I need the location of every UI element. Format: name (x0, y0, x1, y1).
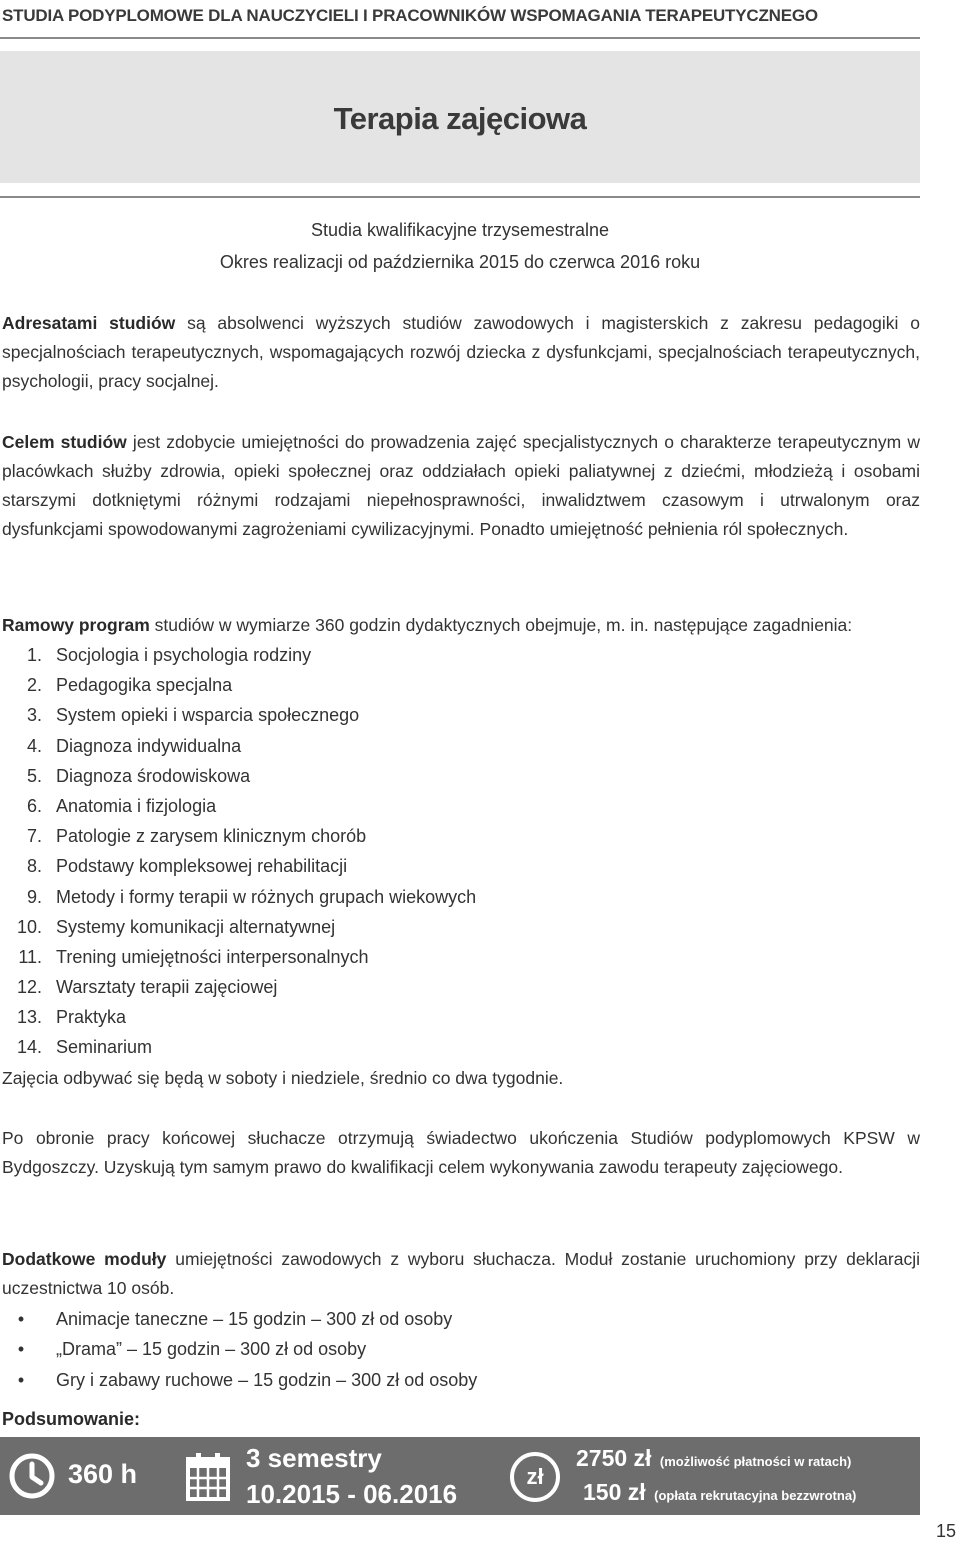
period-value: 10.2015 - 06.2016 (246, 1479, 458, 1509)
goal-text: jest zdobycie umiejętności do prowadzenia zajęć specjalistycznych o charakterze terapeutycznym w placówkach służby zdrowia, opieki społecznej oraz oddziałach opieki paliatywnej z dziećmi, młodzieżą i osobami starszymi dotkniętymi różnymi rodzajami niepełnosprawności, inwalidztwem czasowym i utrwalonym oraz dysfunkcjami spowodowanymi zagrożeniami cywilizacyjnymi. Ponadto umiejętność pełnienia ról społecznych. (2, 432, 920, 539)
price-value: 2750 zł (576, 1445, 652, 1471)
addressees-paragraph (2, 309, 920, 396)
list-item (0, 1304, 700, 1334)
list-item-label: Praktyka (56, 1007, 127, 1028)
goal-lead: Celem studiów (2, 432, 127, 452)
list-item-label: Trening umiejętności interpersonalnych (56, 946, 369, 967)
list-item-number: 2. (26, 675, 42, 696)
list-item (0, 942, 600, 972)
list-item-label: Animacje taneczne – 15 godzin – 300 zł od osoby (56, 1309, 453, 1329)
modules-text: umiejętności zawodowych z wyboru słuchacza. Moduł zostanie uruchomiony przy deklaracji uczestnictwa 10 osób. (2, 1249, 921, 1298)
list-item-number: 13. (16, 1007, 42, 1028)
list-item-label: System opieki i wsparcia społecznego (56, 705, 360, 726)
program-list (0, 640, 600, 1063)
list-item-label: Podstawy kompleksowej rehabilitacji (56, 856, 348, 877)
list-item-label: Diagnoza indywidualna (56, 735, 242, 756)
summary-bar (0, 1437, 920, 1515)
list-item-label: Systemy komunikacji alternatywnej (56, 916, 336, 937)
certificate-paragraph: Po obronie pracy końcowej słuchacze otrzymują świadectwo ukończenia Studiów podyplomowych KPSW w Bydgoszczy. Uzyskują tym samym prawo do kwalifikacji celem wykonywania zawodu terapeuty zajęciowego. (2, 1128, 920, 1177)
schedule-text: Zajęcia odbywać się będą w soboty i niedziele, średnio co dwa tygodnie. (2, 1068, 564, 1088)
program-lead: Ramowy program (2, 615, 150, 635)
fee-note: (opłata rekrutacyjna bezzwrotna) (654, 1488, 857, 1503)
calendar-icon (185, 1451, 231, 1503)
list-item (0, 1334, 700, 1364)
list-item (0, 821, 600, 851)
list-item-label: Socjologia i psychologia rodziny (56, 645, 312, 665)
summary-label: Podsumowanie: (2, 1409, 141, 1429)
list-item-label: Gry i zabawy ruchowe – 15 godzin – 300 zł od osoby (56, 1369, 478, 1390)
list-item-number: 12. (16, 977, 42, 998)
fee-row (583, 1479, 856, 1506)
list-item (0, 670, 600, 700)
list-item (0, 1365, 700, 1395)
list-item-number: 10. (16, 916, 42, 937)
modules-lead: Dodatkowe moduły (2, 1249, 167, 1269)
price-note: (możliwość płatności w ratach) (659, 1454, 852, 1469)
hours-value: 360 h (68, 1459, 138, 1489)
page-number: 15 (935, 1521, 956, 1541)
header-divider (0, 37, 920, 39)
list-item-number: 3. (26, 705, 42, 726)
modules-list (0, 1304, 700, 1395)
header-title: STUDIA PODYPLOMOWE DLA NAUCZYCIELI I PRACOWNIKÓW WSPOMAGANIA TERAPEUTYCZNEGO (2, 6, 818, 25)
list-item (0, 851, 600, 881)
page-title: Terapia zajęciowa (333, 101, 587, 136)
title-divider (0, 196, 920, 198)
list-item (0, 972, 600, 1002)
program-text: studiów w wymiarze 360 godzin dydaktycznych obejmuje, m. in. następujące zagadnienia: (149, 615, 853, 635)
list-item-label: Metody i formy terapii w różnych grupach wiekowych (56, 886, 477, 907)
addressees-lead: Adresatami studiów (2, 313, 176, 333)
bullet: • (17, 1339, 25, 1360)
list-item (0, 761, 600, 791)
semesters-value: 3 semestry (246, 1443, 382, 1473)
list-item-label: Warsztaty terapii zajęciowej (56, 977, 278, 998)
list-item-number: 4. (26, 735, 42, 756)
program-paragraph (2, 611, 920, 640)
list-item-label: Seminarium (56, 1037, 153, 1058)
list-item-label: Diagnoza środowiskowa (56, 765, 251, 786)
list-item (0, 912, 600, 942)
list-item-number: 6. (26, 795, 42, 816)
modules-paragraph (2, 1245, 920, 1303)
list-item (0, 700, 600, 730)
list-item (0, 791, 600, 821)
list-item (0, 882, 600, 912)
title-box (0, 51, 920, 183)
list-item-number: 5. (26, 765, 42, 786)
list-item-label: „Drama” – 15 godzin – 300 zł od osoby (56, 1339, 367, 1360)
subtitle-line-2: Okres realizacji od października 2015 do czerwca 2016 roku (219, 252, 701, 272)
list-item (0, 1032, 600, 1062)
list-item-number: 7. (26, 826, 42, 847)
list-item (0, 731, 600, 761)
fee-value: 150 zł (583, 1479, 646, 1505)
goal-paragraph (2, 428, 920, 544)
list-item-number: 1. (26, 645, 42, 665)
zloty-icon: zł (510, 1452, 560, 1502)
list-item-number: 14. (16, 1037, 42, 1058)
addressees-text: są absolwenci wyższych studiów zawodowych i magisterskich z zakresu pedagogiki o specjalnościach terapeutycznych, wspomagających rozwój dziecka z dysfunkcjami, specjalnościach terapeutycznych, psychologii, pracy socjalnej. (2, 313, 920, 391)
list-item-label: Anatomia i fizjologia (56, 795, 217, 816)
list-item (0, 1002, 600, 1032)
clock-icon (8, 1452, 56, 1500)
list-item-label: Patologie z zarysem klinicznym chorób (56, 826, 367, 847)
list-item (0, 640, 600, 670)
list-item-number: 8. (26, 856, 42, 877)
bullet: • (17, 1309, 25, 1329)
price-row (576, 1445, 851, 1472)
list-item-label: Pedagogika specjalna (56, 675, 233, 696)
list-item-number: 11. (18, 946, 42, 967)
list-item-number: 9. (26, 886, 42, 907)
subtitle-line-1: Studia kwalifikacyjne trzysemestralne (310, 220, 610, 240)
bullet: • (17, 1369, 25, 1390)
